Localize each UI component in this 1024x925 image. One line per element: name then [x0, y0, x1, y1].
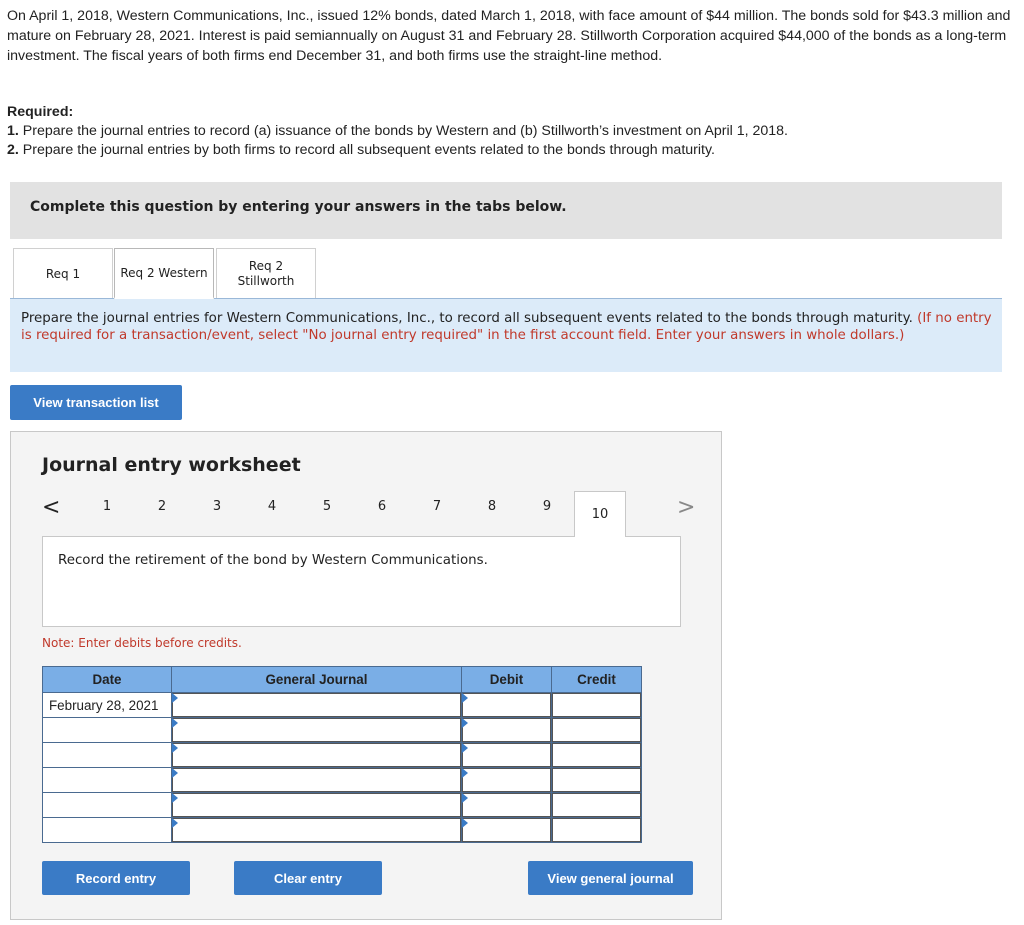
worksheet-title: Journal entry worksheet: [42, 454, 301, 476]
date-cell: [43, 743, 172, 768]
table-row: [43, 768, 642, 793]
page-8[interactable]: 8: [487, 499, 497, 514]
view-transaction-list-button[interactable]: View transaction list: [10, 385, 182, 420]
col-header-debit: Debit: [462, 667, 552, 693]
credit-cell: [552, 768, 642, 793]
complete-banner: [10, 182, 1002, 239]
debit-cell: [462, 793, 552, 818]
page-9[interactable]: 9: [542, 499, 552, 514]
journal-table: [42, 666, 642, 843]
requirement-2-text: Prepare the journal entries by both firms to record all subsequent events related to the bonds through maturity.: [18, 142, 715, 158]
table-row: [43, 693, 642, 718]
debit-input[interactable]: [462, 793, 551, 817]
entry-note: Note: Enter debits before credits.: [42, 636, 242, 650]
date-cell: [43, 718, 172, 743]
date-cell: [43, 818, 172, 843]
credit-input[interactable]: [552, 818, 641, 842]
journal-entry-worksheet: [10, 431, 722, 920]
credit-cell: [552, 718, 642, 743]
table-row: [43, 818, 642, 843]
account-input[interactable]: [172, 793, 461, 817]
instructions-text: Prepare the journal entries for Western Communications, Inc., to record all subsequent events related to the bonds through maturity.: [21, 311, 918, 326]
debit-cell: [462, 693, 552, 718]
tab-req-2-stillworth-label: Req 2 Stillworth: [237, 259, 295, 288]
entry-description: [42, 536, 681, 627]
page-2[interactable]: 2: [157, 499, 167, 514]
table-row: [43, 743, 642, 768]
prev-page-arrow-icon[interactable]: <: [42, 495, 61, 520]
page-10-active[interactable]: 10: [574, 491, 626, 537]
debit-input[interactable]: [462, 718, 551, 742]
clear-entry-button[interactable]: Clear entry: [234, 861, 382, 895]
table-row: [43, 718, 642, 743]
requirement-1-text: Prepare the journal entries to record (a) issuance of the bonds by Western and (b) Stillworth’s investment on April 1, 2018.: [18, 123, 789, 139]
tab-req-1-label: Req 1: [45, 266, 81, 281]
account-input[interactable]: [172, 818, 461, 842]
page-3[interactable]: 3: [212, 499, 222, 514]
page-5[interactable]: 5: [322, 499, 332, 514]
table-row: [43, 793, 642, 818]
tab-req-1[interactable]: [13, 248, 113, 299]
credit-cell: [552, 818, 642, 843]
account-input[interactable]: [172, 693, 461, 717]
requirement-1-number: 1.: [7, 123, 19, 139]
instructions-panel: [10, 299, 1002, 372]
date-cell: [43, 793, 172, 818]
record-entry-button[interactable]: Record entry: [42, 861, 190, 895]
requirement-2: [7, 141, 788, 160]
debit-input[interactable]: [462, 693, 551, 717]
page-4[interactable]: 4: [267, 499, 277, 514]
debit-cell: [462, 768, 552, 793]
debit-cell: [462, 718, 552, 743]
credit-input[interactable]: [552, 718, 641, 742]
tab-req-2-western[interactable]: [114, 248, 214, 299]
required-label: Required:: [7, 104, 74, 120]
next-page-arrow-icon[interactable]: >: [677, 495, 696, 520]
col-header-date: Date: [43, 667, 172, 693]
page-1[interactable]: 1: [102, 499, 112, 514]
credit-cell: [552, 743, 642, 768]
debit-cell: [462, 818, 552, 843]
debit-input[interactable]: [462, 818, 551, 842]
requirement-1: [7, 122, 788, 141]
col-header-general-journal: General Journal: [172, 667, 462, 693]
tab-req-2-stillworth[interactable]: [216, 248, 316, 299]
col-header-credit: Credit: [552, 667, 642, 693]
instructions-note: (If no entry is required for a transaction/event, select "No journal entry required" in the first account field. Enter your answers in whole dollars.): [21, 311, 992, 343]
requirement-2-number: 2.: [7, 142, 19, 158]
complete-banner-text: Complete this question by entering your answers in the tabs below.: [30, 199, 567, 215]
account-cell: [172, 793, 462, 818]
account-cell: [172, 718, 462, 743]
account-input[interactable]: [172, 718, 461, 742]
credit-input[interactable]: [552, 693, 641, 717]
debit-input[interactable]: [462, 768, 551, 792]
credit-cell: [552, 693, 642, 718]
debit-cell: [462, 743, 552, 768]
credit-input[interactable]: [552, 743, 641, 767]
account-cell: [172, 818, 462, 843]
account-cell: [172, 693, 462, 718]
credit-input[interactable]: [552, 793, 641, 817]
date-cell: February 28, 2021: [43, 693, 172, 718]
view-general-journal-button[interactable]: View general journal: [528, 861, 693, 895]
page-7[interactable]: 7: [432, 499, 442, 514]
requirements: [7, 103, 788, 160]
account-input[interactable]: [172, 768, 461, 792]
account-cell: [172, 743, 462, 768]
tab-req-2-western-label: Req 2 Western: [120, 265, 208, 280]
page-6[interactable]: 6: [377, 499, 387, 514]
date-cell: [43, 768, 172, 793]
debit-input[interactable]: [462, 743, 551, 767]
credit-cell: [552, 793, 642, 818]
problem-intro: On April 1, 2018, Western Communications, Inc., issued 12% bonds, dated March 1, 2018, with face amount of $44 million. The bonds sold for $43.3 million and mature on February 28, 2021. Interest is paid semiannually on August 31 and February 28. Stillworth Corporation acquired $44,000 of the bonds as a long-term investment. The fiscal years of both firms end December 31, and both firms use the straight-line method.: [7, 8, 1011, 64]
account-cell: [172, 768, 462, 793]
entry-description-text: Record the retirement of the bond by Western Communications.: [58, 553, 488, 568]
credit-input[interactable]: [552, 768, 641, 792]
account-input[interactable]: [172, 743, 461, 767]
